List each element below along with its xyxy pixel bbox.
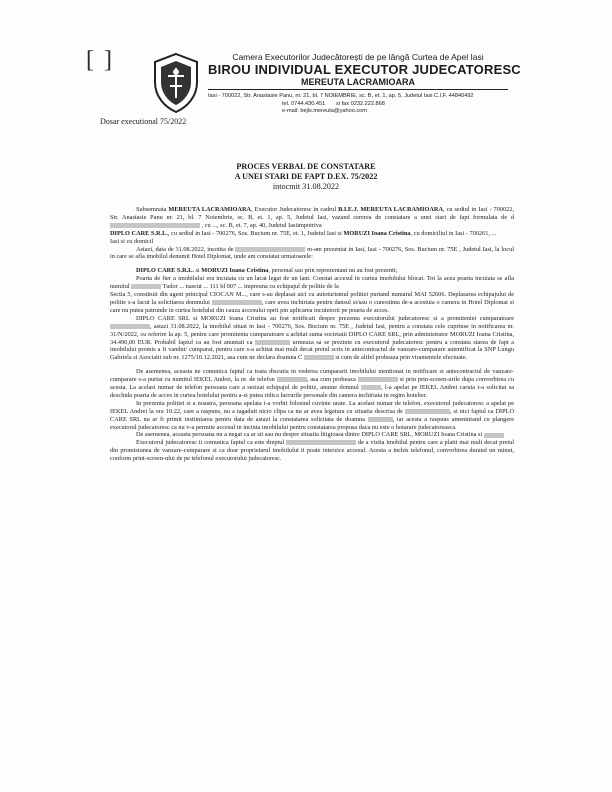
punch-hole-mark: [ ] bbox=[86, 47, 114, 73]
paragraph-gate: Poarta de fier a imobilului era incuiata cu un lacat legat de un lant. Constat accesul in curtea imobilului blocat. Tot la acea poarta incuiata se afla numitul Tudor ... nascut ... 111 bl 007 ... impreuna cu echipajul de politie de la bbox=[110, 275, 514, 291]
paragraph-notification: DIPLO CARE SRL si MORUZI Ioana Cristina au fost notificati despre prezenta executorului judecatoresc si a promitentei cumparatoare , astazi 31.08.2022, la imobilul situat in Iasi - 700276, Sos. Bucium nr. 75E , Judetul Iasi, pentru a constata cele cuprinse in notificarea nr. 31/N/2022, cu referire la ap. 5, pentru care promitenta cumparatoare a achitat suma societatii DIPLO CARE SRL, prin administrator MORUZI Ioana Cristina, 34.490,00 EUR. Probabil faptul ca au fost anuntati ca urmeaza sa se prezinte cu executorul judecatoresc pentru a constata starea de fapt a imobilului promis a fi vandut/ cumparat, pentru care s-a achitat mai mult decat pretul scris in antecontractul de vanzare-cumparare autentificat la SNP Lungu Gabriela si Asociatii sub nr. 1275/10.12.2021, asa cum ne declara doamna C si cum de altfel probeaza prin viramentele efectuate. bbox=[110, 314, 515, 362]
redacted-text bbox=[110, 223, 200, 228]
office-email: e-mail: bejls.mereuta@yahoo.com bbox=[282, 108, 367, 114]
bailiff-emblem-icon bbox=[151, 52, 201, 114]
redacted-text bbox=[304, 355, 334, 360]
institution-line: Camera Executorilor Judecătorești de pe lângă Curtea de Apel Iasi bbox=[232, 52, 484, 62]
document-subtitle: A UNEI STARI DE FAPT D.EX. 75/2022 bbox=[234, 172, 378, 181]
redacted-text bbox=[368, 417, 393, 422]
redacted-text bbox=[405, 409, 450, 414]
redacted-text bbox=[484, 433, 504, 438]
document-body bbox=[110, 206, 514, 463]
office-fax: si fax 0232.222.868 bbox=[336, 101, 385, 107]
redacted-text bbox=[361, 385, 381, 390]
redacted-text bbox=[286, 440, 356, 445]
header-divider bbox=[208, 89, 508, 90]
paragraph-litigation: De asemenea, aceasta persoana nu a negat ca ar sti sau nu despre situatia litigioasa dintre DIPLO CARE SRL, MORUZI Ioana Cristina si bbox=[110, 431, 514, 439]
executor-name: MEREUTA LACRAMIOARA bbox=[301, 77, 415, 87]
redacted-text bbox=[110, 324, 150, 329]
redacted-text bbox=[358, 377, 398, 382]
paragraph-phone-call: In prezenta politiei si a noastra, persoana apelata i-a vorbit folosind cuvinte urate. La acelasi numar de telefon, executorul judecatoresc a apelat pe IEKEL Andrei la ora 10:22, care a raspuns, nu a tagaduit nicio clipa ca nu ar avea legatura cu situatia descrisa de , si nici faptul ca DIPLO CARE SRL nu ar fi primit instiintarea pentru data de astazi la constatarea solicitata de doamna , iar acesta a raspuns amenintand cu plangere executorul judecatoresc ca nu v-a permite accesul in incinta imobilului pentru constatarea propusa daca nu este o hotarare judecatoreasca. bbox=[110, 399, 515, 431]
paragraph-intro: Subsemnata MEREUTA LACRAMIOARA, Executor Judecatoresc in cadrul B.I.E.J. MEREUTA LACRAMIOARA, cu sediul in Iasi - 700022, Str. Anastasie Panu nr. 21, bl. 7 Noiembrie, sc. B, et. 1, ap. 5, Judetul Iasi, vazand cererea de constatare a unei stari de fapt formulata de d , cu ..., sc. B, et. 7, ap. 40, Judetul Iasiimpotriva bbox=[110, 206, 515, 229]
paragraph-absent-parties: DIPLO CARE S.R.L. si MORUZI Ioana Cristina, personal sau prin reprezentant nu au fost prezenti; bbox=[136, 267, 398, 275]
paragraph-visit: Astazi, data de 31.08.2022, insotita de m-am prezentat in Iasi, Iasi - 700276, Sos. Bucium nr. 75E , Judetul Iasi, la locul in care se afla imobilul denumit Hotel Diplomat, unde am constatat urmatoarele: bbox=[110, 245, 514, 261]
document-title: PROCES VERBAL DE CONSTATARE bbox=[236, 162, 376, 171]
redacted-text bbox=[277, 377, 307, 382]
redacted-text bbox=[235, 247, 305, 252]
redacted-text bbox=[212, 300, 262, 305]
case-number: Dosar executional 75/2022 bbox=[100, 117, 187, 126]
office-title: BIROU INDIVIDUAL EXECUTOR JUDECATORESC bbox=[208, 62, 521, 77]
office-phone: tel. 0744.430.451 bbox=[282, 101, 326, 107]
redacted-text bbox=[131, 284, 161, 289]
paragraph-parties: DIPLO CARE S.R.L., cu sediul in Iasi - 700276, Sos. Bucium nr. 75E, et. 1, Judetul Iasi si MORUZI Ioana Cristina, cu domiciliul in Iasi - 700261, ... Iasi si cu domicil bbox=[110, 229, 497, 245]
office-address: Iasi - 700022, Str. Anastasie Panu, nr. 21, bl. 7 NOIEMBRIE, sc. B, et. 1, ap. 5, Judetul Iasi C.I.F. 44840492 bbox=[208, 93, 474, 99]
paragraph-police: Sectia 5, constituit din agent principal CIOCAN M..., care s-au deplasat aici cu autoturismul politiei purtand numarul MAI 52606. Deplasarea echipajului de politie s-a facut la solicitarea domnului , care avea inchiriata pentru dansul si/sau o cunostinta de-a acestuia o camera in Hotel Diplomat si care nu putea patrunde in curtea hotelului din cauza accesului oprit pin aplicarea incuietorii pe poarta de acces. bbox=[110, 291, 514, 314]
redacted-text bbox=[255, 340, 290, 345]
paragraph-rights: Executorul judecatoresc ii comunica faptul ca este dreptul de a vizita imobilul pentru care a platit mai mult decat pretul din promisiunea de vanzare-cumparare si ca doar proprietarul imobilului ii poate interzice accesul. Acesta a inchis telefonul, convorbirea durand un minut, conform print-screen-ului de pe telefonul executorului judecatoresc. bbox=[110, 439, 514, 463]
letterhead bbox=[208, 52, 521, 88]
paragraph-discussion: De asemenea, aceasta ne comunica faptul ca toata discutia in vederea cumpararii imobilului mentionat in notificare si antecontractul de vanzare-cumparare s-a purtat cu numitul IEKEL Andrei, la nr. de telefon , asa cum probeaza si prin prin-screen-urile dupa convorbirea cu acesta. La acelasi numar de telefon persoana care a sesizat echipajul de politie, anume domnul , l-a apelat pe IEKEL Andrei caruia i-a solicitat sa deschida poarta de acces in curtea hotelului pentru a-si putea ridica lucrurile personale din camera inchiriata in regim hotelier. bbox=[110, 368, 514, 399]
document-date: intocmit 31.08.2022 bbox=[272, 182, 340, 191]
